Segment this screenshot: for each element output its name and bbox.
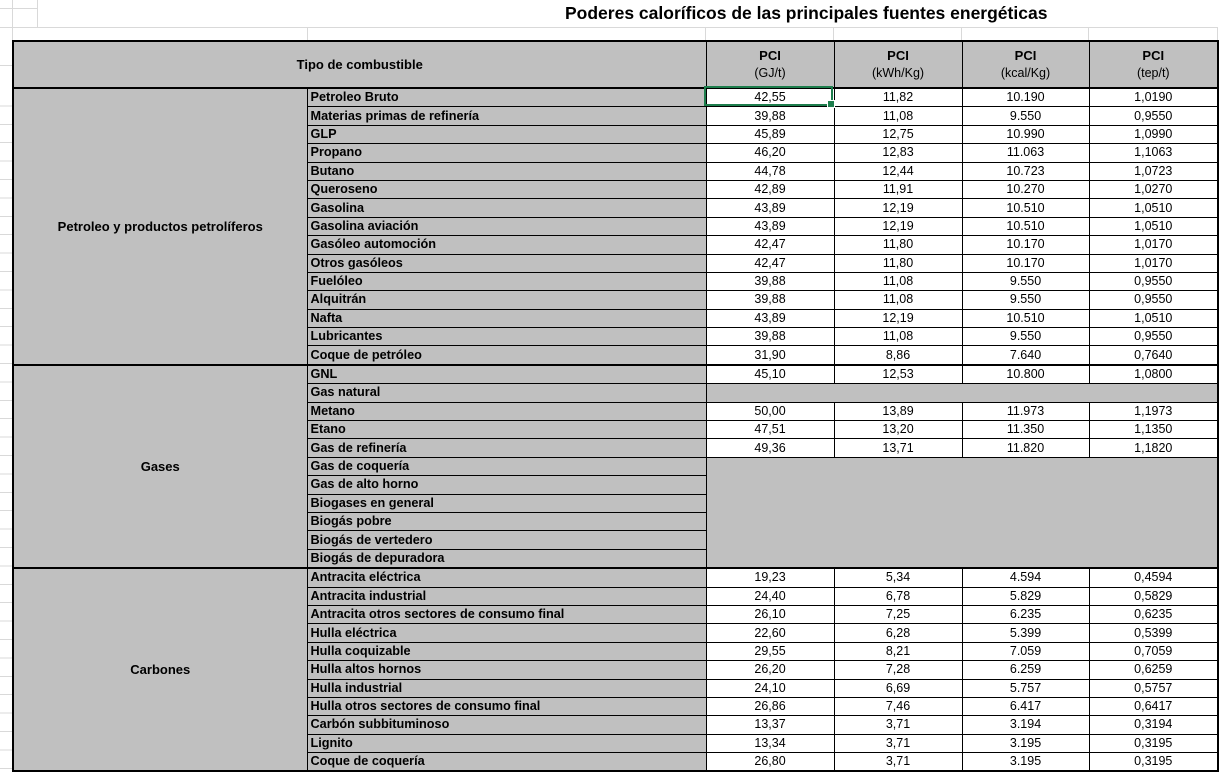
value-cell[interactable]: 26,10 bbox=[706, 605, 834, 623]
row-label-cell[interactable]: Nafta bbox=[307, 309, 706, 327]
value-cell[interactable]: 3,71 bbox=[834, 734, 962, 752]
value-cell[interactable]: 47,51 bbox=[706, 421, 834, 439]
value-cell[interactable]: 0,6235 bbox=[1089, 605, 1218, 623]
table-row bbox=[13, 568, 1218, 587]
grid-line bbox=[833, 27, 834, 40]
value-cell[interactable]: 11.820 bbox=[962, 439, 1089, 457]
value-cell[interactable]: 44,78 bbox=[706, 162, 834, 180]
value-cell[interactable]: 11,08 bbox=[834, 328, 962, 346]
value-cell[interactable]: 0,3194 bbox=[1089, 716, 1218, 734]
value-cell[interactable]: 8,86 bbox=[834, 346, 962, 365]
value-cell[interactable]: 45,89 bbox=[706, 125, 834, 143]
header-row bbox=[13, 41, 1218, 88]
row-label-cell[interactable]: Antracita industrial bbox=[307, 587, 706, 605]
value-cell[interactable]: 1,1063 bbox=[1089, 144, 1218, 162]
row-label-cell[interactable]: Fuelóleo bbox=[307, 272, 706, 290]
row-label-cell[interactable]: Lubricantes bbox=[307, 328, 706, 346]
value-cell[interactable]: 6.417 bbox=[962, 697, 1089, 715]
value-cell[interactable]: 26,20 bbox=[706, 661, 834, 679]
value-cell[interactable]: 0,9550 bbox=[1089, 107, 1218, 125]
value-cell[interactable]: 11,08 bbox=[834, 291, 962, 309]
header-pci-tep-cell[interactable] bbox=[1089, 41, 1218, 88]
header-pci-name: PCI bbox=[759, 47, 781, 63]
value-cell[interactable]: 1,0170 bbox=[1089, 236, 1218, 254]
row-label-cell[interactable]: Materias primas de refinería bbox=[307, 107, 706, 125]
value-cell[interactable]: 1,0800 bbox=[1089, 365, 1218, 384]
value-cell[interactable]: 1,1350 bbox=[1089, 421, 1218, 439]
value-cell[interactable]: 4.594 bbox=[962, 568, 1089, 587]
value-cell[interactable]: 0,3195 bbox=[1089, 734, 1218, 752]
row-label-cell[interactable]: Antracita otros sectores de consumo final bbox=[307, 605, 706, 623]
selected-cell[interactable]: 42,55 bbox=[706, 88, 834, 107]
row-label-cell[interactable]: Alquitrán bbox=[307, 291, 706, 309]
grid-line bbox=[12, 0, 13, 40]
value-cell[interactable]: 5.399 bbox=[962, 624, 1089, 642]
value-cell[interactable]: 1,1820 bbox=[1089, 439, 1218, 457]
row-label-cell[interactable]: Coque de petróleo bbox=[307, 346, 706, 365]
value-cell[interactable]: 3.194 bbox=[962, 716, 1089, 734]
row-label-cell[interactable]: Lignito bbox=[307, 734, 706, 752]
value-cell[interactable]: 11.973 bbox=[962, 402, 1089, 420]
value-cell[interactable]: 42,47 bbox=[706, 236, 834, 254]
value-cell[interactable]: 0,9550 bbox=[1089, 328, 1218, 346]
value-cell[interactable]: 3,71 bbox=[834, 716, 962, 734]
row-label-cell[interactable]: Hulla altos hornos bbox=[307, 661, 706, 679]
value-cell[interactable]: 12,75 bbox=[834, 125, 962, 143]
empty-cells-band[interactable] bbox=[706, 384, 1218, 402]
value-cell[interactable]: 6,69 bbox=[834, 679, 962, 697]
value-cell[interactable]: 5.757 bbox=[962, 679, 1089, 697]
value-cell[interactable]: 43,89 bbox=[706, 309, 834, 327]
grid-line bbox=[1088, 27, 1089, 40]
value-cell[interactable]: 0,4594 bbox=[1089, 568, 1218, 587]
value-cell[interactable]: 10.990 bbox=[962, 125, 1089, 143]
table-body bbox=[13, 88, 1218, 771]
calorific-values-table bbox=[12, 40, 1219, 772]
value-cell[interactable]: 6,28 bbox=[834, 624, 962, 642]
value-cell[interactable]: 10.190 bbox=[962, 88, 1089, 107]
header-fuel-type-cell[interactable]: Tipo de combustible bbox=[13, 41, 706, 88]
value-cell[interactable]: 10.170 bbox=[962, 236, 1089, 254]
row-label-cell[interactable]: GLP bbox=[307, 125, 706, 143]
value-cell[interactable]: 12,83 bbox=[834, 144, 962, 162]
value-cell[interactable]: 46,20 bbox=[706, 144, 834, 162]
selection-fill-handle[interactable] bbox=[827, 100, 835, 108]
row-label-cell[interactable]: Gas de coquería bbox=[307, 457, 706, 475]
row-label-cell[interactable]: Hulla otros sectores de consumo final bbox=[307, 697, 706, 715]
value-cell[interactable]: 11,08 bbox=[834, 272, 962, 290]
value-cell[interactable]: 6.259 bbox=[962, 661, 1089, 679]
row-label-cell[interactable]: Coque de coquería bbox=[307, 753, 706, 772]
value-cell[interactable]: 19,23 bbox=[706, 568, 834, 587]
value-cell[interactable]: 22,60 bbox=[706, 624, 834, 642]
value-cell[interactable]: 9.550 bbox=[962, 328, 1089, 346]
value-cell[interactable]: 31,90 bbox=[706, 346, 834, 365]
header-pci-unit: (kWh/Kg) bbox=[871, 65, 925, 80]
value-cell[interactable]: 24,40 bbox=[706, 587, 834, 605]
row-label-cell[interactable]: Queroseno bbox=[307, 180, 706, 198]
header-pci-kcal-cell[interactable] bbox=[962, 41, 1089, 88]
value-cell[interactable]: 42,89 bbox=[706, 180, 834, 198]
row-label-cell[interactable]: Hulla eléctrica bbox=[307, 624, 706, 642]
value-cell[interactable]: 1,0510 bbox=[1089, 217, 1218, 235]
value-cell[interactable]: 0,7059 bbox=[1089, 642, 1218, 660]
value-cell[interactable]: 0,9550 bbox=[1089, 291, 1218, 309]
value-cell[interactable]: 11.350 bbox=[962, 421, 1089, 439]
row-label-cell[interactable]: Hulla coquizable bbox=[307, 642, 706, 660]
value-cell[interactable]: 12,19 bbox=[834, 217, 962, 235]
header-pci-unit: (GJ/t) bbox=[754, 65, 786, 80]
value-cell[interactable]: 11.063 bbox=[962, 144, 1089, 162]
grid-line bbox=[307, 27, 308, 40]
value-cell[interactable]: 7,28 bbox=[834, 661, 962, 679]
table-row bbox=[13, 88, 1218, 107]
value-cell[interactable]: 10.170 bbox=[962, 254, 1089, 272]
value-cell[interactable]: 0,6259 bbox=[1089, 661, 1218, 679]
grid-line bbox=[1217, 27, 1218, 40]
value-cell[interactable]: 13,71 bbox=[834, 439, 962, 457]
value-cell[interactable]: 49,36 bbox=[706, 439, 834, 457]
row-label-cell[interactable]: Biogás pobre bbox=[307, 512, 706, 530]
value-cell[interactable]: 11,91 bbox=[834, 180, 962, 198]
empty-cells-band[interactable] bbox=[706, 457, 1218, 568]
grid-line bbox=[961, 27, 962, 40]
value-cell[interactable]: 39,88 bbox=[706, 291, 834, 309]
value-cell[interactable]: 29,55 bbox=[706, 642, 834, 660]
value-cell[interactable]: 13,37 bbox=[706, 716, 834, 734]
value-cell[interactable]: 13,34 bbox=[706, 734, 834, 752]
value-cell[interactable]: 1,0190 bbox=[1089, 88, 1218, 107]
value-cell[interactable]: 11,08 bbox=[834, 107, 962, 125]
value-cell[interactable]: 10.723 bbox=[962, 162, 1089, 180]
row-label-cell[interactable]: Etano bbox=[307, 421, 706, 439]
row-label-cell[interactable]: Gasolina aviación bbox=[307, 217, 706, 235]
value-cell[interactable]: 12,19 bbox=[834, 309, 962, 327]
value-cell[interactable]: 10.510 bbox=[962, 217, 1089, 235]
value-cell[interactable]: 11,80 bbox=[834, 236, 962, 254]
value-cell[interactable]: 5.829 bbox=[962, 587, 1089, 605]
header-pci-gj-cell[interactable] bbox=[706, 41, 834, 88]
value-cell[interactable]: 26,80 bbox=[706, 753, 834, 772]
value-cell[interactable]: 1,1973 bbox=[1089, 402, 1218, 420]
row-label-cell[interactable]: Metano bbox=[307, 402, 706, 420]
value-cell[interactable]: 7,46 bbox=[834, 697, 962, 715]
row-label-cell[interactable]: Antracita eléctrica bbox=[307, 568, 706, 587]
row-label-cell[interactable]: Biogás de vertedero bbox=[307, 531, 706, 549]
row-label-cell[interactable]: Biogases en general bbox=[307, 494, 706, 512]
row-label-cell[interactable]: Gas de refinería bbox=[307, 439, 706, 457]
grid-line bbox=[0, 65, 12, 66]
grid-line bbox=[37, 0, 38, 27]
value-cell[interactable]: 10.800 bbox=[962, 365, 1089, 384]
value-cell[interactable]: 39,88 bbox=[706, 272, 834, 290]
row-label-cell[interactable]: Biogás de depuradora bbox=[307, 549, 706, 568]
value-cell[interactable]: 11,82 bbox=[834, 88, 962, 107]
table-row bbox=[13, 365, 1218, 384]
value-cell[interactable]: 39,88 bbox=[706, 107, 834, 125]
value-cell[interactable]: 43,89 bbox=[706, 217, 834, 235]
value-cell[interactable]: 10.270 bbox=[962, 180, 1089, 198]
value-cell[interactable]: 3,71 bbox=[834, 753, 962, 772]
header-pci-name: PCI bbox=[887, 47, 909, 63]
row-label-cell[interactable]: Gasóleo automoción bbox=[307, 236, 706, 254]
group-cell[interactable]: Carbones bbox=[13, 568, 307, 771]
row-label-cell[interactable]: Propano bbox=[307, 144, 706, 162]
header-pci-name: PCI bbox=[1014, 47, 1037, 63]
grid-line bbox=[0, 27, 1218, 28]
value-cell[interactable]: 1,0510 bbox=[1089, 199, 1218, 217]
value-cell[interactable]: 12,19 bbox=[834, 199, 962, 217]
value-cell[interactable]: 9.550 bbox=[962, 272, 1089, 290]
value-cell[interactable]: 5,34 bbox=[834, 568, 962, 587]
value-cell[interactable]: 39,88 bbox=[706, 328, 834, 346]
value-cell[interactable]: 1,0270 bbox=[1089, 180, 1218, 198]
grid-line bbox=[705, 27, 706, 40]
value-cell[interactable]: 0,9550 bbox=[1089, 272, 1218, 290]
group-cell[interactable]: Petroleo y productos petrolíferos bbox=[13, 88, 307, 365]
value-cell[interactable]: 7,25 bbox=[834, 605, 962, 623]
header-pci-unit: (tep/t) bbox=[1136, 65, 1170, 80]
value-cell[interactable]: 1,0723 bbox=[1089, 162, 1218, 180]
row-label-cell[interactable]: Otros gasóleos bbox=[307, 254, 706, 272]
value-cell[interactable]: 13,89 bbox=[834, 402, 962, 420]
value-cell[interactable]: 7.059 bbox=[962, 642, 1089, 660]
value-cell[interactable]: 0,3195 bbox=[1089, 753, 1218, 772]
row-label-cell[interactable]: Butano bbox=[307, 162, 706, 180]
value-cell[interactable]: 13,20 bbox=[834, 421, 962, 439]
value-cell[interactable]: 0,5399 bbox=[1089, 624, 1218, 642]
value-cell[interactable]: 11,80 bbox=[834, 254, 962, 272]
value-cell[interactable]: 6.235 bbox=[962, 605, 1089, 623]
row-label-cell[interactable]: Gasolina bbox=[307, 199, 706, 217]
header-pci-kwh-cell[interactable] bbox=[834, 41, 962, 88]
value-cell[interactable]: 9.550 bbox=[962, 107, 1089, 125]
sheet-title-cell[interactable]: Poderes caloríficos de las principales fuentes energéticas bbox=[565, 3, 1048, 23]
value-cell[interactable]: 7.640 bbox=[962, 346, 1089, 365]
value-cell[interactable]: 1,0510 bbox=[1089, 309, 1218, 327]
header-pci-unit: (kcal/Kg) bbox=[1000, 65, 1051, 80]
value-cell[interactable]: 43,89 bbox=[706, 199, 834, 217]
value-cell[interactable]: 0,7640 bbox=[1089, 346, 1218, 365]
value-cell[interactable]: 1,0990 bbox=[1089, 125, 1218, 143]
value-cell[interactable]: 45,10 bbox=[706, 365, 834, 384]
row-label-cell[interactable]: Gas natural bbox=[307, 384, 706, 402]
value-cell[interactable]: 1,0170 bbox=[1089, 254, 1218, 272]
value-cell[interactable]: 8,21 bbox=[834, 642, 962, 660]
row-label-cell[interactable]: Carbón subbituminoso bbox=[307, 716, 706, 734]
value-cell[interactable]: 3.195 bbox=[962, 734, 1089, 752]
value-cell[interactable]: 3.195 bbox=[962, 753, 1089, 772]
value-cell[interactable]: 50,00 bbox=[706, 402, 834, 420]
row-label-cell[interactable]: Gas de alto horno bbox=[307, 476, 706, 494]
value-cell[interactable]: 0,6417 bbox=[1089, 697, 1218, 715]
value-cell[interactable]: 42,47 bbox=[706, 254, 834, 272]
value-cell[interactable]: 12,44 bbox=[834, 162, 962, 180]
grid-line bbox=[0, 8, 37, 9]
value-cell[interactable]: 9.550 bbox=[962, 291, 1089, 309]
value-cell[interactable]: 24,10 bbox=[706, 679, 834, 697]
value-cell[interactable]: 6,78 bbox=[834, 587, 962, 605]
row-margin-column[interactable] bbox=[0, 88, 12, 770]
row-label-cell[interactable]: GNL bbox=[307, 365, 706, 384]
value-cell[interactable]: 26,86 bbox=[706, 697, 834, 715]
header-pci-name: PCI bbox=[1142, 47, 1165, 63]
value-cell[interactable]: 12,53 bbox=[834, 365, 962, 384]
row-label-cell[interactable]: Hulla industrial bbox=[307, 679, 706, 697]
row-label-cell[interactable]: Petroleo Bruto bbox=[307, 88, 706, 107]
value-cell[interactable]: 0,5757 bbox=[1089, 679, 1218, 697]
group-cell[interactable]: Gases bbox=[13, 365, 307, 568]
value-cell[interactable]: 10.510 bbox=[962, 309, 1089, 327]
value-cell[interactable]: 10.510 bbox=[962, 199, 1089, 217]
value-cell[interactable]: 0,5829 bbox=[1089, 587, 1218, 605]
